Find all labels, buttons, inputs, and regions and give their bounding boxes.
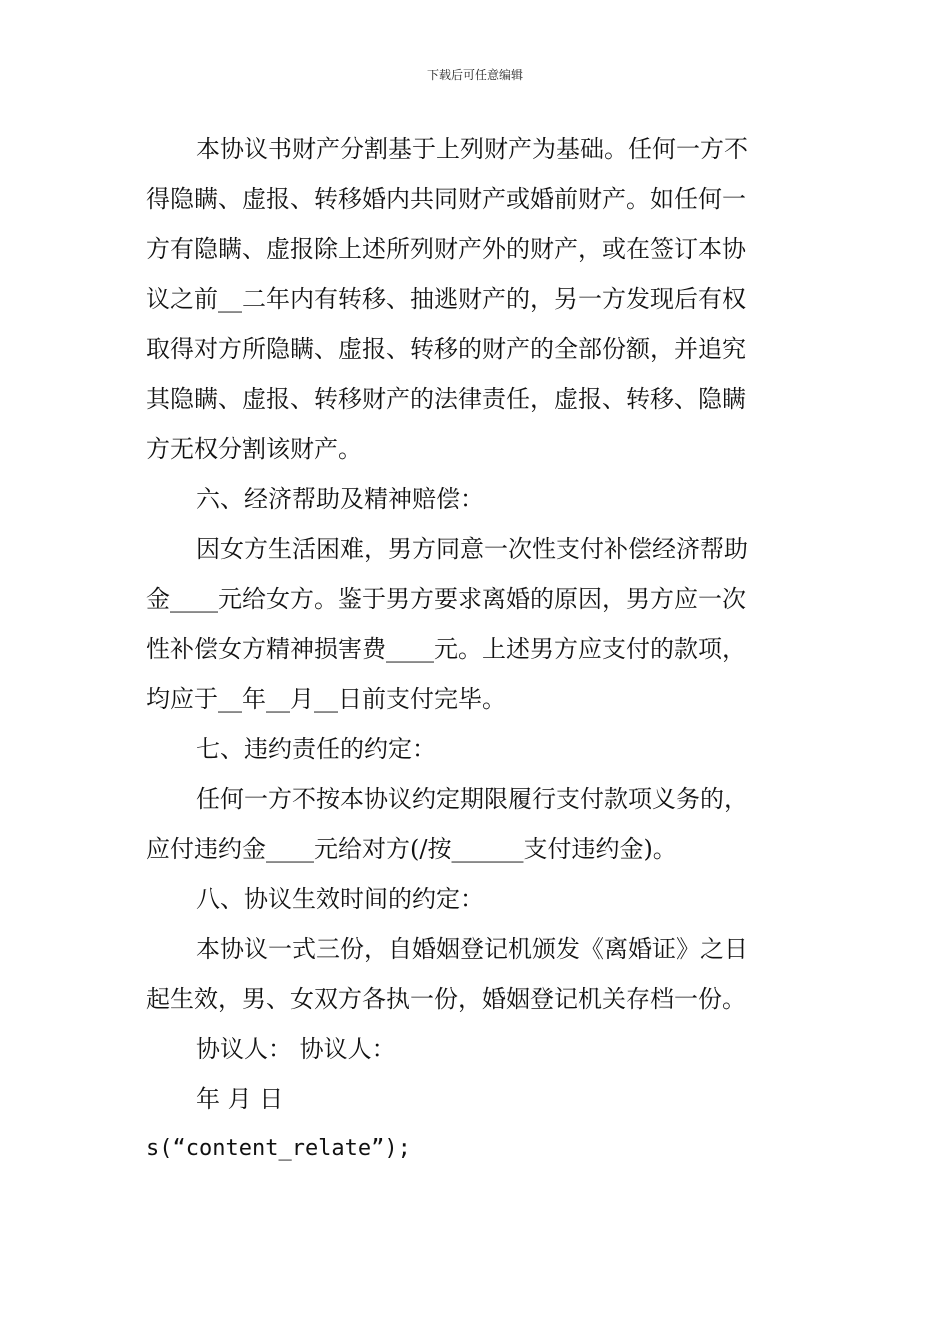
- paragraph-line: 任何一方不按本协议约定期限履行支付款项义务的，: [196, 785, 748, 813]
- paragraph-line: 方无权分割该财产。: [146, 435, 362, 463]
- date-line: 年 月 日: [196, 1085, 284, 1113]
- paragraph-line: 本协议书财产分割基于上列财产为基础。任何一方不: [196, 135, 748, 163]
- section-heading: 六、经济帮助及精神赔偿：: [196, 485, 484, 513]
- paragraph-line: 取得对方所隐瞒、虚报、转移的财产的全部份额，并追究: [146, 335, 746, 363]
- paragraph-line: 其隐瞒、虚报、转移财产的法律责任，虚报、转移、隐瞒: [146, 385, 746, 413]
- section-heading: 七、违约责任的约定：: [196, 735, 436, 763]
- paragraph-line: 金____元给女方。鉴于男方要求离婚的原因，男方应一次: [146, 585, 746, 613]
- signature-line: 协议人： 协议人：: [196, 1035, 396, 1063]
- paragraph-line: 性补偿女方精神损害费____元。上述男方应支付的款项，: [146, 635, 746, 663]
- page-header: 下载后可任意编辑: [426, 68, 523, 82]
- paragraph-line: 起生效，男、女双方各执一份，婚姻登记机关存档一份。: [146, 985, 746, 1013]
- paragraph-line: 得隐瞒、虚报、转移婚内共同财产或婚前财产。如任何一: [146, 185, 746, 213]
- code-fragment: s(“content_relate”);: [146, 1136, 411, 1161]
- section-heading: 八、协议生效时间的约定：: [196, 885, 484, 913]
- paragraph-line: 本协议一式三份，自婚姻登记机颁发《离婚证》之日: [196, 935, 748, 963]
- paragraph-line: 方有隐瞒、虚报除上述所列财产外的财产，或在签订本协: [146, 235, 746, 263]
- paragraph-line: 均应于__年__月__日前支付完毕。: [146, 685, 506, 713]
- paragraph-line: 应付违约金____元给对方(/按______支付违约金)。: [146, 835, 677, 863]
- document-body: [146, 124, 811, 1174]
- paragraph-line: 因女方生活困难，男方同意一次性支付补偿经济帮助: [196, 535, 748, 563]
- paragraph-line: 议之前__二年内有转移、抽逃财产的，另一方发现后有权: [146, 285, 746, 313]
